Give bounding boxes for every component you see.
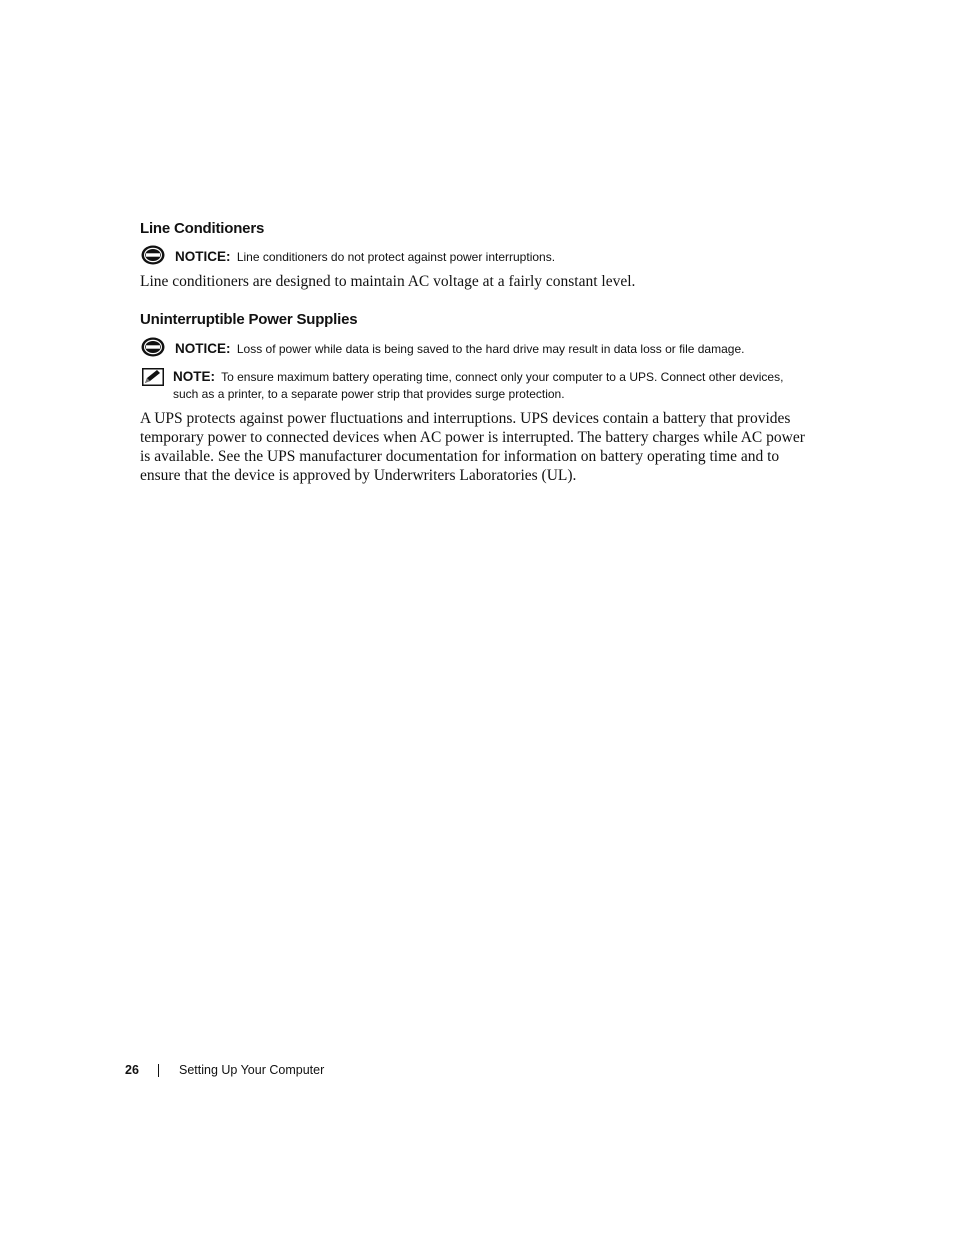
notice-text: Loss of power while data is being saved to the hard drive may result in data loss or file damage. (236, 342, 745, 356)
note-label: NOTE: (173, 369, 215, 384)
notice-label: NOTICE: (175, 341, 231, 356)
notice-label: NOTICE: (175, 249, 231, 264)
page-number: 26 (125, 1063, 139, 1077)
notice-ups-data-loss (140, 340, 812, 358)
pencil-note-icon (142, 368, 164, 386)
section-heading-line-conditioners: Line Conditioners (140, 220, 265, 237)
note-ups-battery (140, 368, 812, 403)
notice-icon (141, 337, 165, 357)
notice-line-conditioners (140, 248, 812, 266)
notice-icon (141, 245, 165, 265)
note-text: To ensure maximum battery operating time, connect only your computer to a UPS. Connect other devices, such as a printer, to a separate power strip that provides surge protection. (173, 370, 784, 401)
footer-divider (158, 1064, 159, 1077)
page-content (140, 219, 812, 485)
body-paragraph-ups: A UPS protects against power fluctuations and interruptions. UPS devices contain a battery that provides temporary power to connected devices when AC power is interrupted. The battery charges while AC power is available. See the UPS manufacturer documentation for information on battery operating time and to ensure that the device is approved by Underwriters Laboratories (UL). (140, 410, 805, 484)
section-heading-ups: Uninterruptible Power Supplies (140, 311, 358, 328)
notice-text: Line conditioners do not protect against power interruptions. (236, 250, 556, 264)
body-paragraph-line-conditioners: Line conditioners are designed to maintain AC voltage at a fairly constant level. (140, 273, 636, 290)
footer-title: Setting Up Your Computer (179, 1063, 325, 1077)
